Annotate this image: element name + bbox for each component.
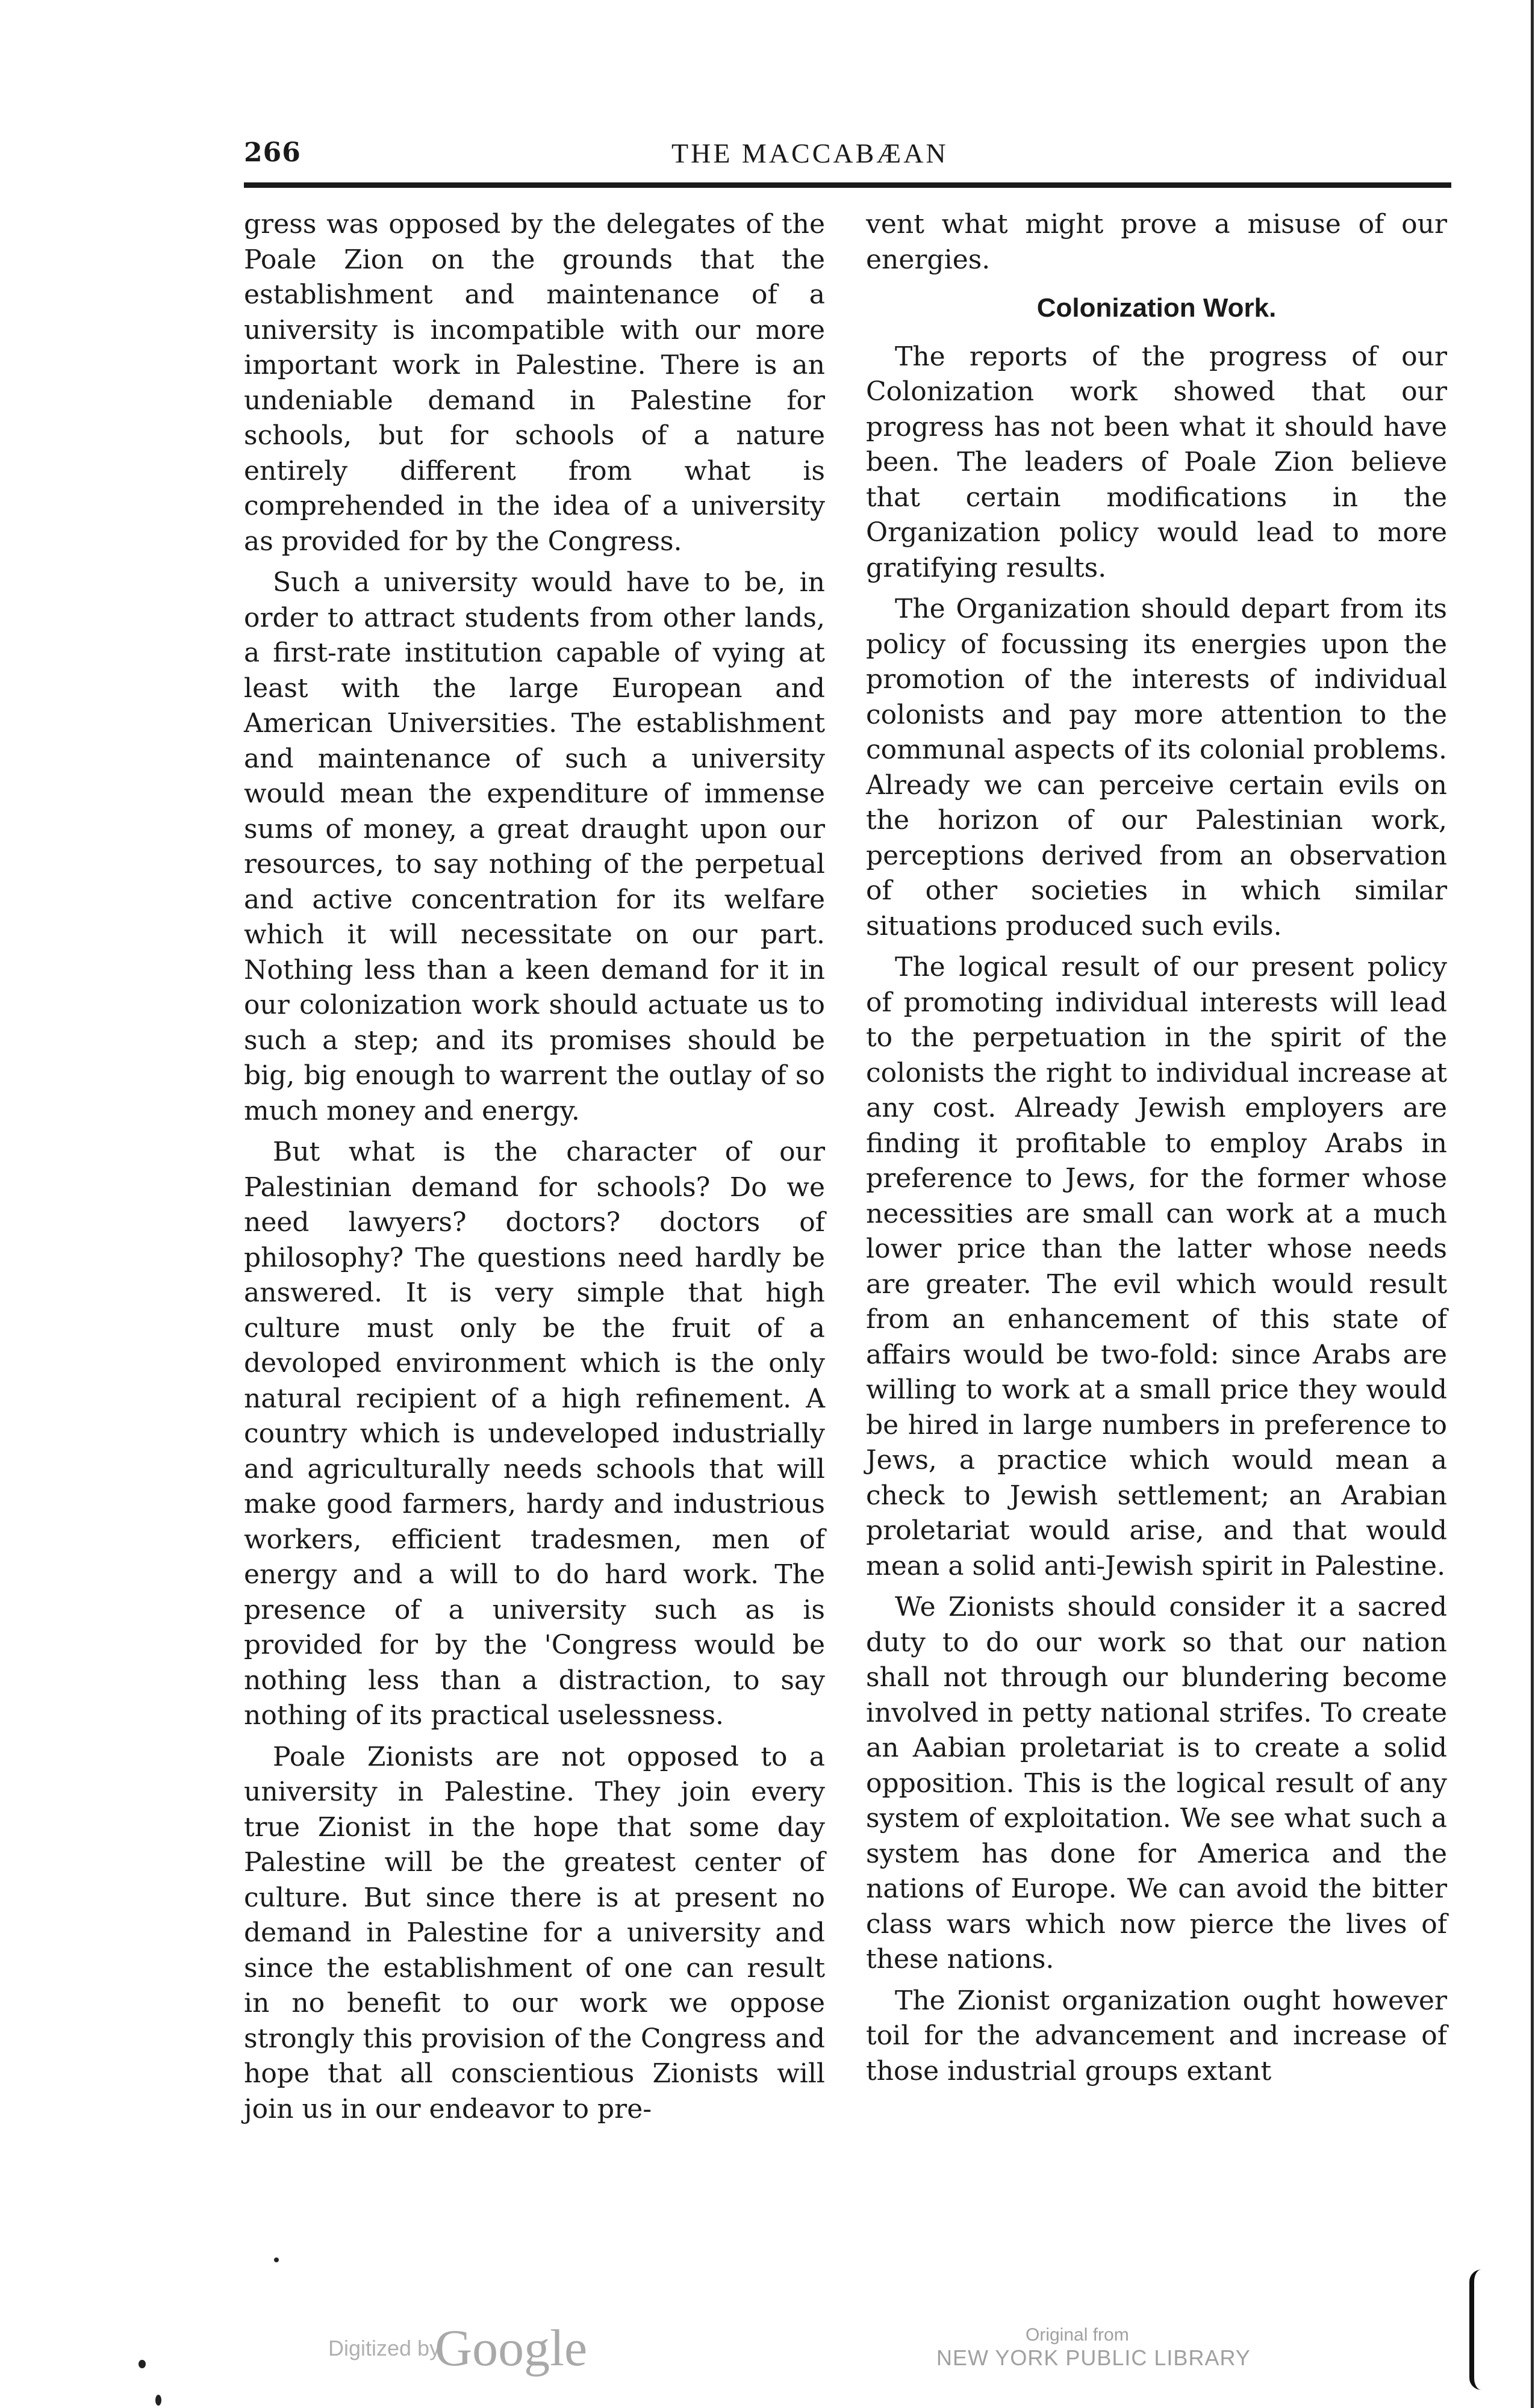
paragraph: The Organization should depart from its policy of focussing its energies upon the promotion of the interests of individual colonists and pay more attention to the communal aspects of its colonial problems. Already we can perceive certain evils on the horizon of our Palestinian work, perceptions derived from an observation of other societies in which similar situations produced such evils.	[866, 594, 1447, 942]
paragraph: The reports of the progress of our Colonization work showed that our progress has not been what it should have been. The leaders of Poale Zion believe that certain modifications in the Organization policy would lead to more gratifying results.	[866, 341, 1447, 583]
original-from-label: Original from	[1026, 2325, 1129, 2345]
section-heading: Colonization Work.	[1036, 293, 1277, 323]
google-logo: Google	[435, 2319, 588, 2377]
scan-speck	[139, 2360, 146, 2368]
paragraph: But what is the character of our Palestinian demand for schools? Do we need lawyers? doctors? doctors of philosophy? The questions need hardly be answered. It is very simple that high culture must only be the fruit of a devoloped environment which is the only natural recipient of a high refinement. A country which is undeveloped industrially and agriculturally needs schools that will make good farmers, hardy and industrious workers, efficient tradesmen, men of energy and a will to do hard work. The presence of a university such as is provided for by the 'Congress would be nothing less than a distraction, to say nothing of its practical uselessness.	[244, 1137, 825, 1731]
left-column	[244, 207, 825, 2133]
library-attribution	[936, 2325, 1538, 2371]
digitized-by-label: Digitized by	[328, 2336, 441, 2360]
header-rule	[244, 182, 1451, 188]
paragraph: The logical result of our present policy of promoting individual interests will lead to the perpetuation in the spirit of the colonists the right to individual increase at any cost. Already Jewish employers are finding it profitable to employ Arabs in preference to Jews, for the former whose necessities are small can work at a much lower price than the latter whose needs are greater. The evil which would result from an enhancement of this state of affairs would be two-fold: since Arabs are willing to work at a small price they would be hired in large numbers in preference to Jews, a practice which would mean a check to Jewish settlement; an Arabian proletariat would arise, and that would mean a solid anti-Jewish spirit in Palestine.	[866, 952, 1447, 1581]
scan-edge	[1531, 0, 1534, 2408]
scan-speck	[155, 2395, 161, 2406]
library-name: NEW YORK PUBLIC LIBRARY	[936, 2345, 1251, 2370]
paragraph: The Zionist organization ought however toil for the advancement and increase of those industrial groups extant	[866, 1985, 1447, 2087]
page-number: 266	[244, 137, 301, 168]
scan-speck	[274, 2258, 279, 2262]
running-head: THE MACCABÆAN	[671, 138, 948, 169]
paragraph: We Zionists should consider it a sacred duty to do our work so that our nation shall not through our blundering become involved in petty national strifes. To create an Aabian proletariat is to create a solid opposition. This is the logical result of any system of exploitation. We see what such a system has done for America and the nations of Europe. We can avoid the bitter class wars which now pierce the lives of these nations.	[866, 1592, 1447, 1975]
paragraph: Such a university would have to be, in order to attract students from other lands, a first-rate institution capable of vying at least with the large European and American Universities. The establishment and maintenance of such a university would mean the expenditure of immense sums of money, a great draught upon our resources, to say nothing of the perpetual and active concentration for its welfare which it will necessitate on our part. Nothing less than a keen demand for it in our colonization work should actuate us to such a step; and its promises should be big, big enough to warrent the outlay of so much money and energy.	[244, 567, 825, 1126]
right-column	[866, 207, 1447, 2095]
paragraph: gress was opposed by the delegates of the Poale Zion on the grounds that the establishment and maintenance of a university is incompatible with our more important work in Palestine. There is an undeniable demand in Palestine for schools, but for schools of a nature entirely different from what is comprehended in the idea of a university as provided for by the Congress.	[244, 209, 825, 557]
paragraph: vent what might prove a misuse of our energies.	[866, 209, 1447, 275]
paragraph: Poale Zionists are not opposed to a university in Palestine. They join every true Zionist in the hope that some day Palestine will be the greatest center of culture. But since there is at present no demand in Palestine for a university and since the establishment of one can result in no benefit to our work we oppose strongly this provision of the Congress and hope that all conscientious Zionists will join us in our endeavor to pre-	[244, 1741, 825, 2124]
